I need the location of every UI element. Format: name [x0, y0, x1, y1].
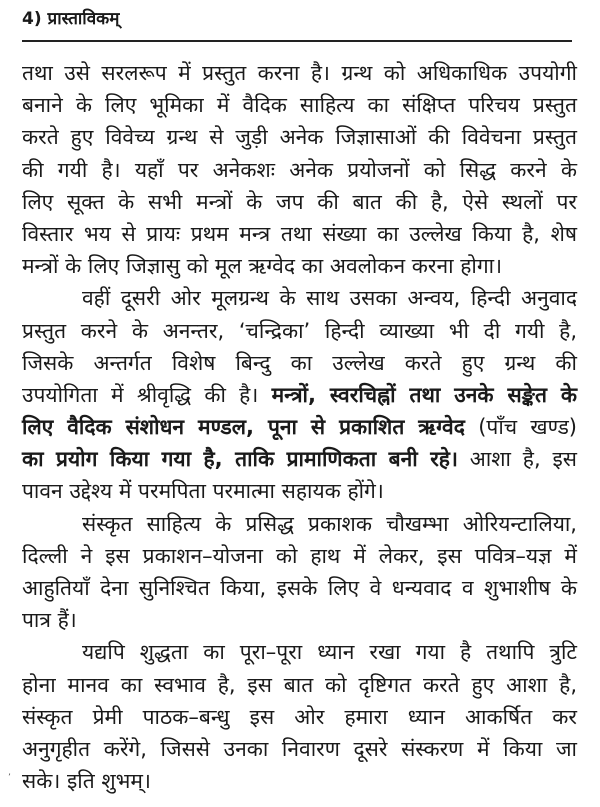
text-segment: बनाने के लिए भूमिका में वैदिक साहित्य का संक्षिप्त परिचय प्रस्तुत: [22, 93, 577, 118]
margin-mark: ʼ: [8, 773, 11, 783]
text-segment: यद्यपि शुद्धता का पूरा–पूरा ध्यान रखा गया है तथापि त्रुटि: [82, 640, 577, 665]
text-segment: आहुतियाँ देना सुनिश्चित किया, इसके लिए वे धन्यवाद व शुभाशीष के: [22, 576, 577, 600]
page-body-text: [22, 57, 577, 797]
text-segment: विस्तार भय से प्रायः प्रथम मन्त्र तथा संख्या का उल्लेख किया है, शेष: [22, 221, 577, 246]
text-line: [22, 765, 577, 797]
text-line: [22, 186, 577, 218]
text-segment: करते हुए विवेच्य ग्रन्थ से जुड़ी अनेक जिज्ञासाओं की विवेचना प्रस्तुत: [22, 125, 577, 150]
text-segment: वहीं दूसरी ओर मूलग्रन्थ के साथ उसका अन्वय, हिन्दी अनुवाद: [82, 286, 577, 311]
text-segment: पावन उद्देश्य में परमपिता परमात्मा सहायक होंगे।: [22, 479, 384, 504]
text-line: [22, 733, 577, 765]
text-line: [22, 347, 577, 379]
text-line: [22, 379, 577, 411]
text-line: [22, 701, 577, 733]
text-line: [22, 540, 577, 572]
text-line: [22, 604, 577, 636]
bold-text-segment: मन्त्रों, स्वरचिह्नों तथा उनके सङ्केत के: [271, 382, 577, 407]
text-line: [22, 572, 577, 604]
text-segment: की गयी है। यहाँ पर अनेकशः अनेक प्रयोजनों को सिद्ध करने के: [22, 157, 577, 182]
text-segment: अनुगृहीत करेंगे, जिससे उनका निवारण दूसरे संस्करण में किया जा: [22, 736, 577, 761]
text-segment: (पाँच खण्ड): [464, 415, 577, 440]
text-line: [22, 508, 577, 540]
text-line: [22, 121, 577, 153]
bold-text-segment: का प्रयोग किया गया है, ताकि प्रामाणिकता बनी रहे।: [22, 447, 458, 472]
text-line: [22, 315, 577, 347]
text-segment: मन्त्रों के लिए जिज्ञासु को मूल ऋग्वेद का अवलोकन करना होगा।: [22, 254, 503, 279]
text-line: [22, 154, 577, 186]
text-line: [22, 250, 577, 282]
text-segment: प्रस्तुत करने के अनन्तर, ‘चन्द्रिका’ हिन्दी व्याख्या भी दी गयी है,: [22, 318, 577, 343]
text-segment: सके। इति शुभम्।: [22, 769, 151, 794]
text-segment: जिसके अन्तर्गत विशेष बिन्दु का उल्लेख करते हुए ग्रन्थ की: [22, 350, 577, 375]
text-segment: संस्कृत प्रेमी पाठक–बन्धु इस ओर हमारा ध्यान आकर्षित कर: [22, 704, 577, 729]
text-line: [22, 636, 577, 668]
text-segment: दिल्ली ने इस प्रकाशन–योजना को हाथ में लेकर, इस पवित्र–यज्ञ में: [22, 543, 577, 568]
text-line: [22, 57, 577, 89]
text-line: [22, 475, 577, 507]
text-line: [22, 443, 577, 475]
text-segment: लिए सूक्त के सभी मन्त्रों के जप की बात की है, ऐसे स्थलों पर: [22, 189, 577, 214]
text-segment: आशा है, इस: [457, 447, 577, 472]
text-segment: पात्र हैं।: [22, 608, 77, 633]
text-line: [22, 282, 577, 314]
text-segment: उपयोगिता में श्रीवृद्धि की है।: [22, 382, 272, 407]
text-segment: संस्कृत साहित्य के प्रसिद्ध प्रकाशक चौखम्भा ओरियन्टालिया,: [82, 511, 577, 536]
text-line: [22, 411, 577, 443]
text-line: [22, 89, 577, 121]
text-line: [22, 218, 577, 250]
running-header: 4) प्रास्ताविकम्: [22, 9, 120, 29]
bold-text-segment: लिए वैदिक संशोधन मण्डल, पूना से प्रकाशित ऋग्वेद: [22, 415, 465, 440]
header-rule: [22, 40, 572, 42]
text-line: [22, 669, 577, 701]
text-segment: होना मानव का स्वभाव है, इस बात को दृष्टिगत करते हुए आशा है,: [22, 672, 577, 697]
text-segment: तथा उसे सरलरूप में प्रस्तुत करना है। ग्रन्थ को अधिकाधिक उपयोगी: [22, 61, 577, 85]
